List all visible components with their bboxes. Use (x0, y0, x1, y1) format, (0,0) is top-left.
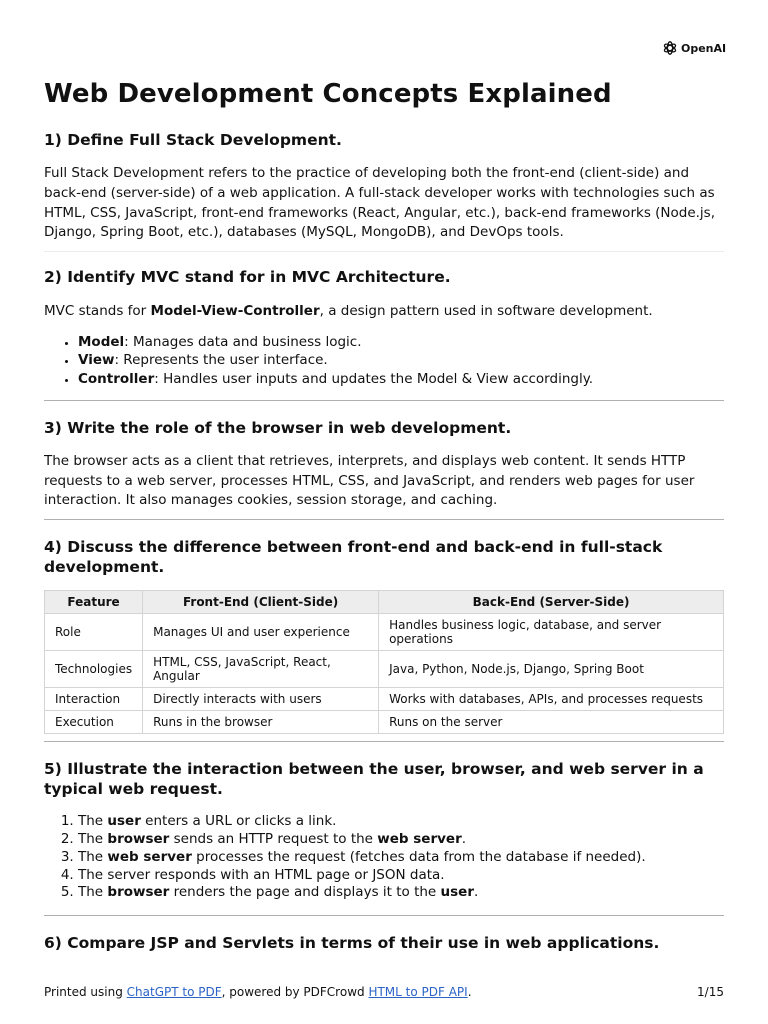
section-3-heading: 3) Write the role of the browser in web development. (44, 418, 512, 437)
brand-name: OpenAI (681, 41, 727, 55)
table-cell: Runs in the browser (143, 711, 379, 734)
table-header: Front-End (Client-Side) (143, 591, 379, 614)
section-3-text: The browser acts as a client that retrieves, interprets, and displays web content. It sends HTTP requests to a web server, processes HTML, CSS, and JavaScript, and renders web pages for user interaction. It also manages cookies, session storage, and caching. (44, 452, 695, 509)
section-2-heading: 2) Identify MVC stand for in MVC Architecture. (44, 268, 451, 287)
footer-credit: Printed using ChatGPT to PDF, powered by PDFCrowd HTML to PDF API. (44, 985, 472, 999)
page-footer (44, 985, 724, 999)
list-item: • Model: Manages data and business logic. (78, 333, 724, 351)
mvc-list (44, 333, 724, 388)
divider (44, 915, 724, 916)
table-header: Feature (45, 591, 143, 614)
table-header: Back-End (Server-Side) (379, 591, 724, 614)
request-steps-list (44, 813, 724, 902)
section-1-heading: 1) Define Full Stack Development. (44, 131, 342, 149)
list-item: 2. The browser sends an HTTP request to the web server. (78, 831, 724, 849)
comparison-table (44, 590, 724, 734)
table-row (45, 614, 724, 651)
divider (44, 519, 724, 520)
section-5-heading: 5) Illustrate the interaction between the user, browser, and web server in a typical web request. (44, 760, 704, 799)
page-title: Web Development Concepts Explained (44, 79, 612, 109)
openai-logo (662, 40, 726, 56)
section-2-intro: MVC stands for Model-View-Controller, a design pattern used in software development. (44, 303, 653, 320)
section-1-text: Full Stack Development refers to the practice of developing both the front-end (client-side) and back-end (server-side) of a web application. A full-stack developer works with technologies such as HTML, CSS, JavaScript, front-end frameworks (React, Angular, etc.), back-end frameworks (Node.js, Django, Spring Boot, etc.), databases (MySQL, MongoDB), and DevOps tools. (44, 165, 716, 241)
page-number: 1/15 (697, 985, 724, 999)
table-row (45, 651, 724, 688)
list-item: 1. The user enters a URL or clicks a link. (78, 813, 724, 831)
table-header-row (45, 591, 724, 614)
chatgpt-to-pdf-link[interactable]: ChatGPT to PDF (126, 985, 222, 999)
list-item: • View: Represents the user interface. (78, 351, 724, 369)
table-cell: Manages UI and user experience (143, 614, 379, 651)
table-cell: Role (45, 614, 143, 651)
list-item: 4. The server responds with an HTML page or JSON data. (78, 867, 724, 885)
section-4-heading: 4) Discuss the difference between front-end and back-end in full-stack development. (44, 538, 663, 577)
table-cell: Runs on the server (379, 711, 724, 734)
divider (44, 251, 724, 252)
list-item: 3. The web server processes the request (fetches data from the database if needed). (78, 849, 724, 867)
divider (44, 400, 724, 401)
table-cell: HTML, CSS, JavaScript, React, Angular (143, 651, 379, 688)
table-cell: Directly interacts with users (143, 688, 379, 711)
list-item: • Controller: Handles user inputs and updates the Model & View accordingly. (78, 370, 724, 388)
list-item: 5. The browser renders the page and displays it to the user. (78, 884, 724, 902)
table-cell: Execution (45, 711, 143, 734)
table-row (45, 711, 724, 734)
table-cell: Works with databases, APIs, and processes requests (379, 688, 724, 711)
table-cell: Interaction (45, 688, 143, 711)
divider (44, 741, 724, 742)
table-row (45, 688, 724, 711)
openai-logo-icon (662, 40, 678, 56)
document-body (44, 74, 724, 953)
html-to-pdf-api-link[interactable]: HTML to PDF API (368, 985, 468, 999)
section-6-heading: 6) Compare JSP and Servlets in terms of their use in web applications. (44, 934, 660, 953)
table-cell: Handles business logic, database, and server operations (379, 614, 724, 651)
table-cell: Technologies (45, 651, 143, 688)
table-cell: Java, Python, Node.js, Django, Spring Boot (379, 651, 724, 688)
